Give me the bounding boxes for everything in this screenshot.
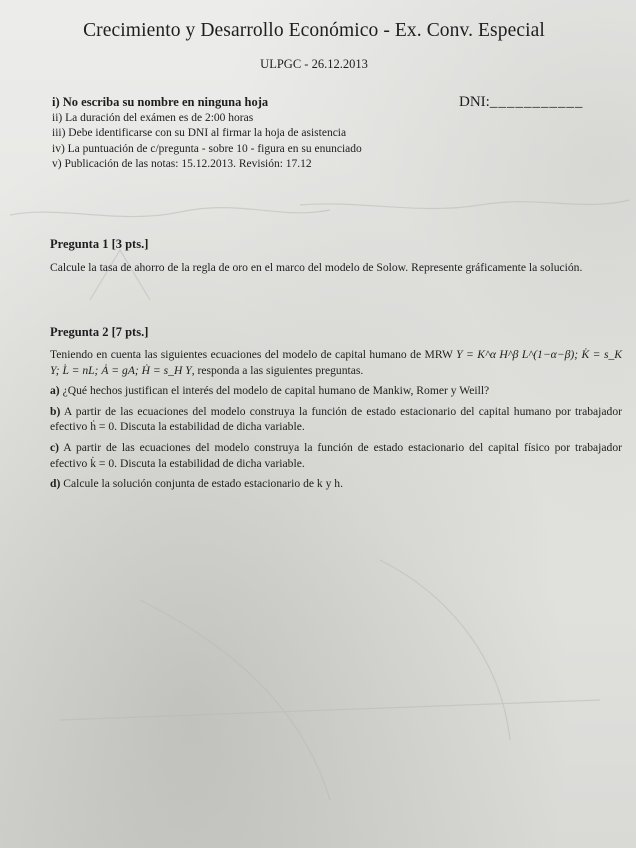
question-1-text [50,260,622,281]
question-2-intro [50,347,622,378]
item-text: A partir de las ecuaciones del modelo construya la función de estado estacionario del capital físico por trabajador efectivo k̇ = 0. Discuta la estabilidad de dicha variable. [50,440,622,470]
question-2-item-b [50,404,622,435]
question-2-intro-end: , responda a las siguientes preguntas. [191,363,364,377]
question-1-statement: Calcule la tasa de ahorro de la regla de oro en el marco del modelo de Solow. Represente gráficamente la solución. [50,261,583,274]
rule-item: i) No escriba su nombre en ninguna hoja [52,95,269,109]
exam-date: ULPGC - 26.12.2013 [260,57,368,71]
question-1-title: Pregunta 1 [3 pts.] [50,237,149,251]
item-text: Calcule la solución conjunta de estado estacionario de k y h. [63,477,343,491]
rule-item: v) Publicación de las notas: 15.12.2013. Revisión: 17.12 [52,158,312,171]
question-2-intro-text: Teniendo en cuenta las siguientes ecuaciones del modelo de capital humano de MRW [50,348,457,361]
rules-list [52,95,472,173]
rule-item: iii) Debe identificarse con su DNI al firmar la hoja de asistencia [52,127,347,140]
question-2-body [50,347,622,497]
exam-title: Crecimiento y Desarrollo Económico - Ex. Conv. Especial [83,20,545,41]
item-text: ¿Qué hechos justifican el interés del modelo de capital humano de Mankiw, Romer y Weill? [62,384,490,398]
dni-field [459,94,631,111]
model-equations: Y = K^α H^β L^(1−α−β); K̇ = s_K Y; L̇ = nL; Ȧ = gA; Ḣ = s_H Y [50,348,622,377]
item-label: b) [50,404,61,418]
item-label: c) [50,440,60,454]
question-2-item-d [50,476,622,492]
item-label: a) [50,384,60,398]
question-2-item-a [50,383,622,399]
rule-item: iv) La puntuación de c/pregunta - sobre 10 - figura en su enunciado [52,142,362,155]
rule-item: ii) La duración del exámen es de 2:00 horas [52,111,254,124]
item-text: A partir de las ecuaciones del modelo construya la función de estado estacionario del capital humano por trabajador efectivo ḣ = 0. Discuta la estabilidad de dicha variable. [50,404,622,434]
dni-blank-line: ___________ [489,94,584,110]
question-2-title: Pregunta 2 [7 pts.] [50,325,149,339]
question-2-item-c [50,440,622,471]
item-label: d) [50,477,61,491]
dni-label: DNI: [459,94,490,110]
